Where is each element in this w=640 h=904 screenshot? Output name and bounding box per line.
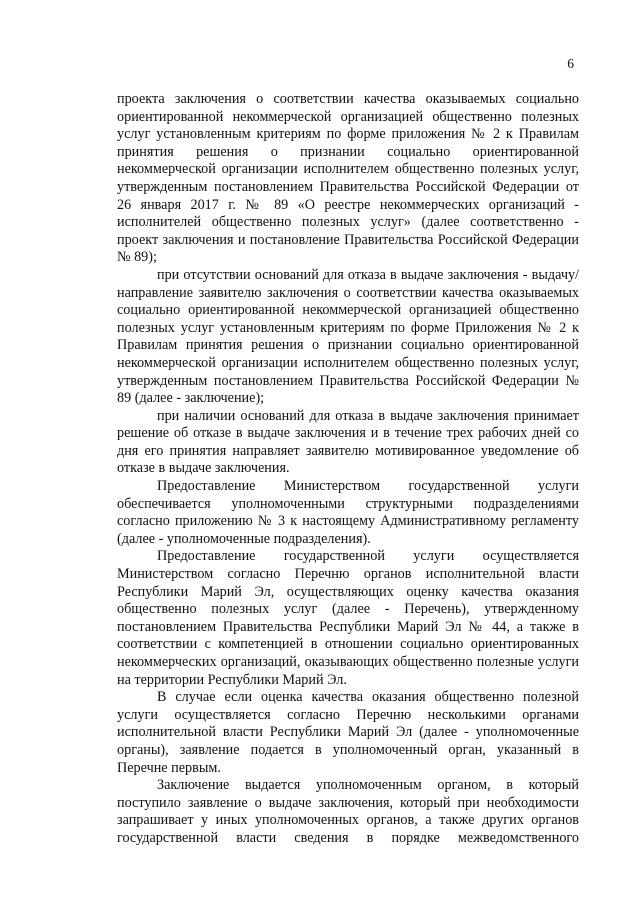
paragraph-no-refusal: при отсутствии оснований для отказа в выдаче заключения - выдачу/направление заявителю заключения о соответствии качества оказываемых социально ориентированной некоммерческой организацией общественно полезных услуг установленным критериям по форме Приложения № 2 к Правилам принятия решения о признании социально ориентированной некоммерческой организации исполнителем общественно полезных услуг, утвержденным постановлением Правительства Российской Федерации № 89 (далее - заключение); bbox=[117, 266, 579, 407]
page-number: 6 bbox=[567, 56, 574, 71]
paragraph-refusal: при наличии оснований для отказа в выдаче заключения принимает решение об отказе в выдаче заключения и в течение трех рабочих дней со дня его принятия направляет заявителю мотивированное уведомление об отказе в выдаче заключения. bbox=[117, 407, 579, 477]
paragraph-continuation: проекта заключения о соответствии качества оказываемых социально ориентированной некоммерческой организацией общественно полезных услуг установленным критериям по форме приложения № 2 к Правилам принятия решения о признании социально ориентированной некоммерческой организации исполнителем общественно полезных услуг, утвержденным постановлением Правительства Российской Федерации от 26 января 2017 г. № 89 «О реестре некоммерческих организаций - исполнителей общественно полезных услуг» (далее соответственно - проект заключения и постановление Правительства Российской Федерации № 89); bbox=[117, 91, 579, 266]
document-body bbox=[117, 91, 579, 848]
paragraph-service-provision: Предоставление государственной услуги осуществляется Министерством согласно Перечню органов исполнительной власти Республики Марий Эл, осуществляющих оценку качества оказания общественно полезных услуг (далее - Перечень), утвержденному постановлением Правительства Республики Марий Эл № 44, а также в соответствии с компетенцией в отношении социально ориентированных некоммерческих организаций, оказывающих общественно полезные услуги на территории Республики Марий Эл. bbox=[117, 548, 579, 688]
paragraph-multiple-bodies: В случае если оценка качества оказания общественно полезной услуги осуществляется согласно Перечню несколькими органами исполнительной власти Республики Марий Эл (далее - уполномоченные органы), заявление подается в уполномоченный орган, указанный в Перечне первым. bbox=[117, 689, 579, 776]
paragraph-ministry-provision: Предоставление Министерством государственной услуги обеспечивается уполномоченными структурными подразделениями согласно приложению № 3 к настоящему Административному регламенту (далее - уполномоченные подразделения). bbox=[117, 478, 579, 547]
paragraph-conclusion-issuance: Заключение выдается уполномоченным органом, в который поступило заявление о выдаче заключения, который при необходимости запрашивает у иных уполномоченных органов, а также других органов государственной власти сведения в порядке межведомственного bbox=[117, 777, 579, 846]
